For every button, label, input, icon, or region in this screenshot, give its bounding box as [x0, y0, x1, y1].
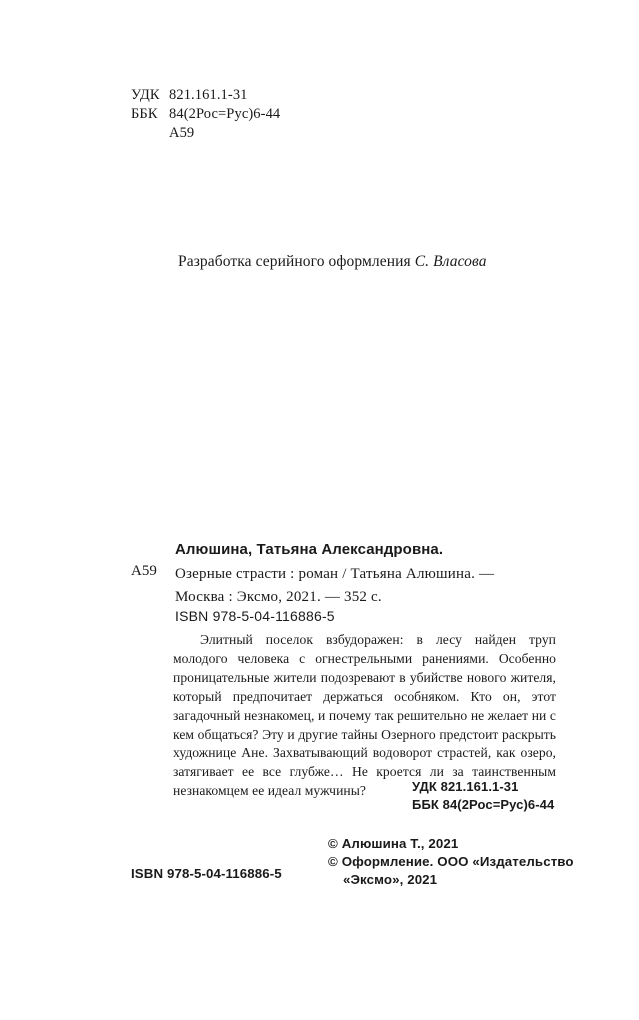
bottom-bbk: ББК 84(2Рос=Рус)6-44 — [412, 797, 555, 812]
udk-row — [131, 86, 248, 104]
record-margin-code: А59 — [131, 563, 157, 579]
bbk-label: ББК — [131, 106, 158, 122]
bottom-udk: УДК 821.161.1-31 — [412, 779, 519, 794]
udk-label: УДК — [131, 87, 160, 103]
credit-designer: С. Власова — [414, 253, 487, 270]
annotation-text: Элитный поселок взбудоражен: в лесу найден труп молодого человека с огнестрельными ранениями. Особенно проницательные жители подозревают в убийстве нового жителя, который предпочитает держаться особняком. Кто он, этот загадочный незнакомец, и почему так решительно не желает ни с кем общаться? Эту и другие тайны Озерного предстоит раскрыть художнице Ане. Захватывающий водоворот страстей, как озеро, затягивает ее все глубже… Не кроется ли за таинственным незнакомцем ее идеал мужчины? — [173, 632, 556, 799]
bbk-row — [131, 105, 280, 123]
record-author: Алюшина, Татьяна Александровна. — [175, 541, 444, 558]
copyright-publisher: «Эксмо», 2021 — [343, 872, 438, 887]
copyright-design: © Оформление. ООО «Издательство — [328, 854, 574, 869]
credit-text: Разработка серийного оформления — [178, 253, 415, 270]
copyright-author: © Алюшина Т., 2021 — [328, 836, 459, 851]
record-isbn: ISBN 978-5-04-116886-5 — [175, 608, 335, 624]
record-publisher-line: Москва : Эксмо, 2021. — 352 с. — [175, 589, 382, 605]
author-mark: А59 — [169, 125, 195, 141]
series-design-credit — [178, 253, 487, 271]
record-title-line: Озерные страсти : роман / Татьяна Алюшина. — — [175, 566, 495, 582]
bbk-value: 84(2Рос=Рус)6-44 — [169, 106, 281, 122]
isbn-bottom: ISBN 978-5-04-116886-5 — [131, 866, 282, 881]
udk-value: 821.161.1-31 — [169, 87, 248, 103]
